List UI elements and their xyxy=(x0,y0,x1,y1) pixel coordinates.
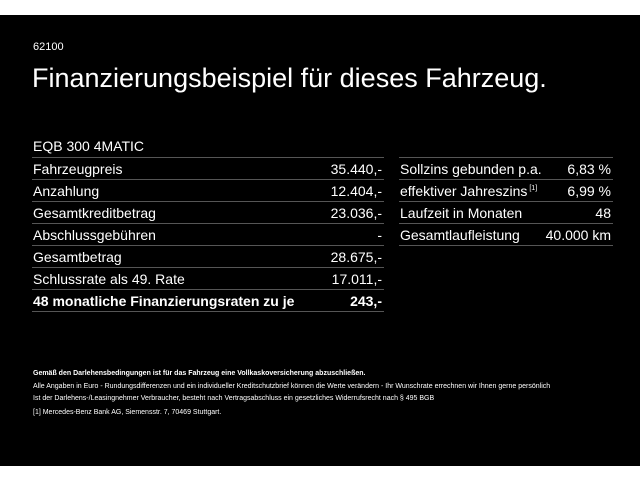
disclaimer-line: Alle Angaben in Euro - Rundungsdifferenzen und ein individueller Kreditschutzbrief können die Werte verändern - Ihr Wunschrate errechnen wir Ihnen gerne persönlich xyxy=(33,383,551,390)
row-label: Laufzeit in Monaten xyxy=(400,204,523,221)
model-name: EQB 300 4MATIC xyxy=(33,138,145,154)
row-value: 12.404,- xyxy=(330,182,382,199)
page-title: Finanzierungsbeispiel für dieses Fahrzeug. xyxy=(32,63,547,93)
monthly-rate-row xyxy=(32,290,384,312)
disclaimer-line: Ist der Darlehens-/Leasingnehmer Verbraucher, besteht nach Vertragsabschluss ein gesetzliches Widerrufsrecht nach § 495 BGB xyxy=(33,395,435,402)
row-label: effektiver Jahreszins xyxy=(400,182,528,199)
row-label: Gesamtbetrag xyxy=(33,248,122,265)
table-row xyxy=(32,202,384,224)
footnote-bank: [1] Mercedes-Benz Bank AG, Siemensstr. 7, 70469 Stuttgart. xyxy=(33,409,222,416)
row-value: 35.440,- xyxy=(330,160,382,177)
row-label: Schlussrate als 49. Rate xyxy=(33,270,185,287)
row-value: - xyxy=(377,226,382,243)
row-value: 40.000 km xyxy=(545,226,611,243)
row-value: 243,- xyxy=(350,292,382,309)
row-value: 6,83 % xyxy=(567,160,611,177)
table-row xyxy=(32,158,384,180)
interest-table xyxy=(399,157,613,246)
row-label: Fahrzeugpreis xyxy=(33,160,123,177)
table-row xyxy=(399,202,613,224)
row-value: 28.675,- xyxy=(330,248,382,265)
footnote-marker: [1] xyxy=(529,184,538,192)
row-value: 23.036,- xyxy=(330,204,382,221)
vehicle-code: 62100 xyxy=(33,41,64,53)
row-label-wrap xyxy=(400,183,537,199)
table-row xyxy=(32,246,384,268)
insurance-note: Gemäß den Darlehensbedingungen ist für das Fahrzeug eine Vollkaskoversicherung abzuschließen. xyxy=(33,370,366,377)
row-label: 48 monatliche Finanzierungsraten zu je xyxy=(33,292,295,309)
row-label: Gesamtlaufleistung xyxy=(400,226,520,243)
table-row xyxy=(32,224,384,246)
row-label: Gesamtkreditbetrag xyxy=(33,204,156,221)
row-value: 17.011,- xyxy=(331,270,382,287)
table-row xyxy=(32,268,384,290)
table-row xyxy=(32,180,384,202)
row-value: 48 xyxy=(595,204,611,221)
row-label: Abschlussgebühren xyxy=(33,226,156,243)
financing-table xyxy=(32,157,384,312)
row-label: Sollzins gebunden p.a. xyxy=(400,160,542,177)
row-label: Anzahlung xyxy=(33,182,100,199)
table-row xyxy=(399,158,613,180)
table-row xyxy=(399,180,613,202)
table-row xyxy=(399,224,613,246)
row-value: 6,99 % xyxy=(567,182,611,199)
financing-panel xyxy=(0,15,640,466)
